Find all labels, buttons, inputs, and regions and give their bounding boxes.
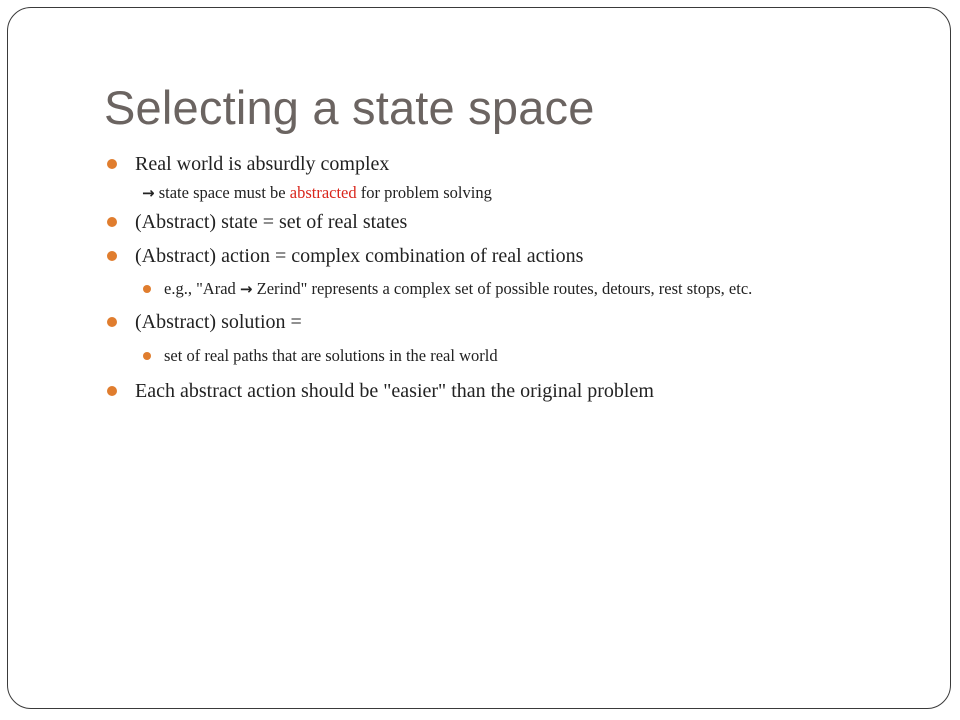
bullet-abstract-solution [106,310,886,334]
sub-point-text-before: state space must be [154,183,290,202]
sub-bullet-dot-icon [143,352,151,360]
bullet-dot-icon [107,217,117,227]
bullet-dot-icon [107,386,117,396]
sub-bullet-text: set of real paths that are solutions in the real world [164,346,498,365]
sub-point-abstraction [106,183,886,203]
bullet-abstract-state [106,210,886,234]
bullet-real-world-complex [106,152,886,176]
bullet-abstract-action [106,244,886,268]
bullet-dot-icon [107,317,117,327]
right-arrow-icon: → [142,184,155,202]
bullet-dot-icon [107,159,117,169]
bullet-easier-action [106,379,886,403]
right-arrow-icon: → [239,280,253,298]
sub-bullet-text-after: Zerind" represents a complex set of possible routes, detours, rest stops, etc. [252,279,753,298]
sub-bullet-text-before: e.g., "Arad [164,279,240,298]
highlighted-word: abstracted [289,183,357,202]
bullet-dot-icon [107,251,117,261]
slide-body [106,152,886,403]
bullet-text: (Abstract) state = set of real states [135,211,408,233]
slide-title: Selecting a state space [104,81,595,134]
bullet-text: (Abstract) action = complex combination of real actions [135,245,584,267]
bullet-text: (Abstract) solution = [135,311,302,333]
sub-bullet-dot-icon [143,285,151,293]
sub-bullet-arad-zerind [106,279,886,299]
bullet-text: Real world is absurdly complex [135,153,390,175]
bullet-text: Each abstract action should be "easier" than the original problem [135,380,654,402]
sub-point-text-after: for problem solving [356,183,492,202]
sub-bullet-real-paths [106,346,886,366]
